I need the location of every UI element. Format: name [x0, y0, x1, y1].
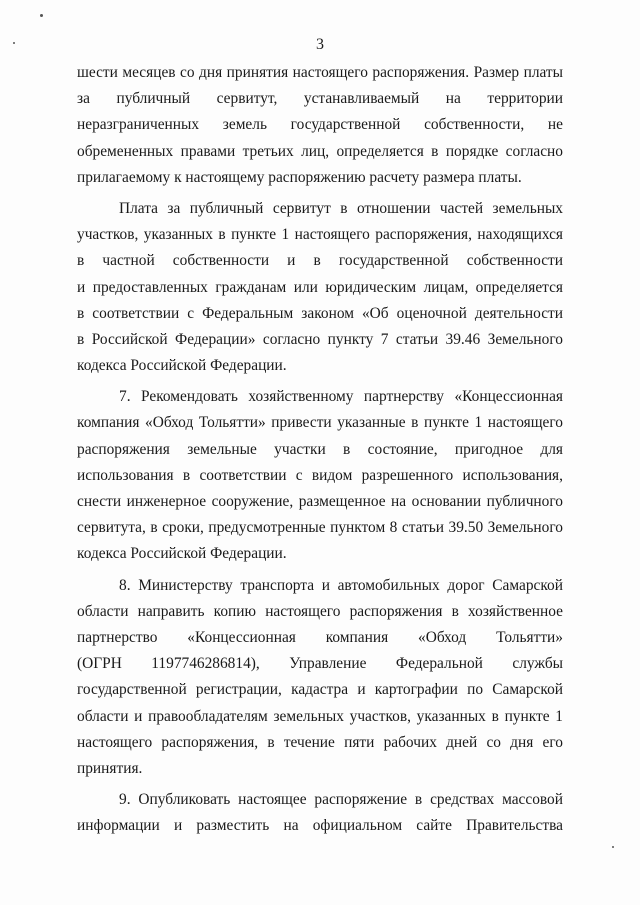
text-line: области и правообладателям земельных участков, указанных в пункте 1: [77, 707, 563, 725]
text-line: распоряжения земельные участки в состояние, пригодное для: [77, 440, 563, 458]
text-line: настоящего распоряжения, в течение пяти рабочих дней со дня его: [77, 733, 563, 751]
text-line: в Российской Федерации» согласно пункту 7 статьи 39.46 Земельного: [77, 330, 563, 348]
text-line: Плата за публичный сервитут в отношении частей земельных: [119, 199, 563, 217]
text-line: (ОГРН 1197746286814), Управление Федеральной службы: [77, 655, 563, 673]
paragraph-item-8: [77, 573, 563, 783]
text-line: 8. Министерству транспорта и автомобильных дорог Самарской: [119, 576, 563, 594]
scan-speck: [612, 846, 614, 848]
text-line: 7. Рекомендовать хозяйственному партнерству «Концессионная: [119, 388, 563, 406]
text-line: сервитута, в сроки, предусмотренные пунктом 8 статьи 39.50 Земельного: [77, 519, 563, 537]
text-line: использования в соответствии с видом разрешенного использования,: [77, 466, 563, 484]
paragraph-item-7: [77, 384, 563, 567]
text-line: участков, указанных в пункте 1 настоящего распоряжения, находящихся: [77, 226, 563, 244]
text-line: обремененных правами третьих лиц, определяется в порядке согласно: [77, 142, 563, 160]
text-line: прилагаемому к настоящему распоряжению расчету размера платы.: [77, 168, 522, 186]
text-line: кодекса Российской Федерации.: [77, 545, 287, 563]
text-line: за публичный сервитут, устанавливаемый на территории: [77, 90, 563, 108]
text-line: области направить копию настоящего распоряжения в хозяйственное: [77, 602, 563, 620]
text-line: партнерство «Концессионная компания «Обход Тольятти»: [77, 628, 563, 646]
scan-speck: [40, 14, 43, 17]
text-line: принятия.: [77, 759, 143, 777]
text-line: информации и разместить на официальном сайте Правительства: [77, 817, 563, 835]
text-line: шести месяцев со дня принятия настоящего распоряжения. Размер платы: [77, 64, 563, 81]
text-line: в частной собственности и в государственной собственности: [77, 252, 563, 270]
paragraph-continuation: [77, 60, 563, 191]
text-line: кодекса Российской Федерации.: [77, 357, 287, 375]
text-line: и предоставленных гражданам или юридическим лицам, определяется: [77, 278, 563, 296]
text-line: в соответствии с Федеральным законом «Об оценочной деятельности: [77, 304, 563, 322]
paragraph-payment-private: [77, 196, 563, 379]
paragraph-item-9: [77, 787, 563, 839]
page-number: 3: [316, 36, 324, 53]
text-line: 9. Опубликовать настоящее распоряжение в средствах массовой: [119, 791, 563, 809]
text-line: неразграниченных земель государственной собственности, не: [77, 116, 563, 134]
document-body: [77, 60, 563, 839]
text-line: снести инженерное сооружение, размещенное на основании публичного: [77, 493, 563, 510]
text-line: компания «Обход Тольятти» привести указанные в пункте 1 настоящего: [77, 414, 563, 432]
text-line: государственной регистрации, кадастра и картографии по Самарской: [77, 681, 563, 699]
